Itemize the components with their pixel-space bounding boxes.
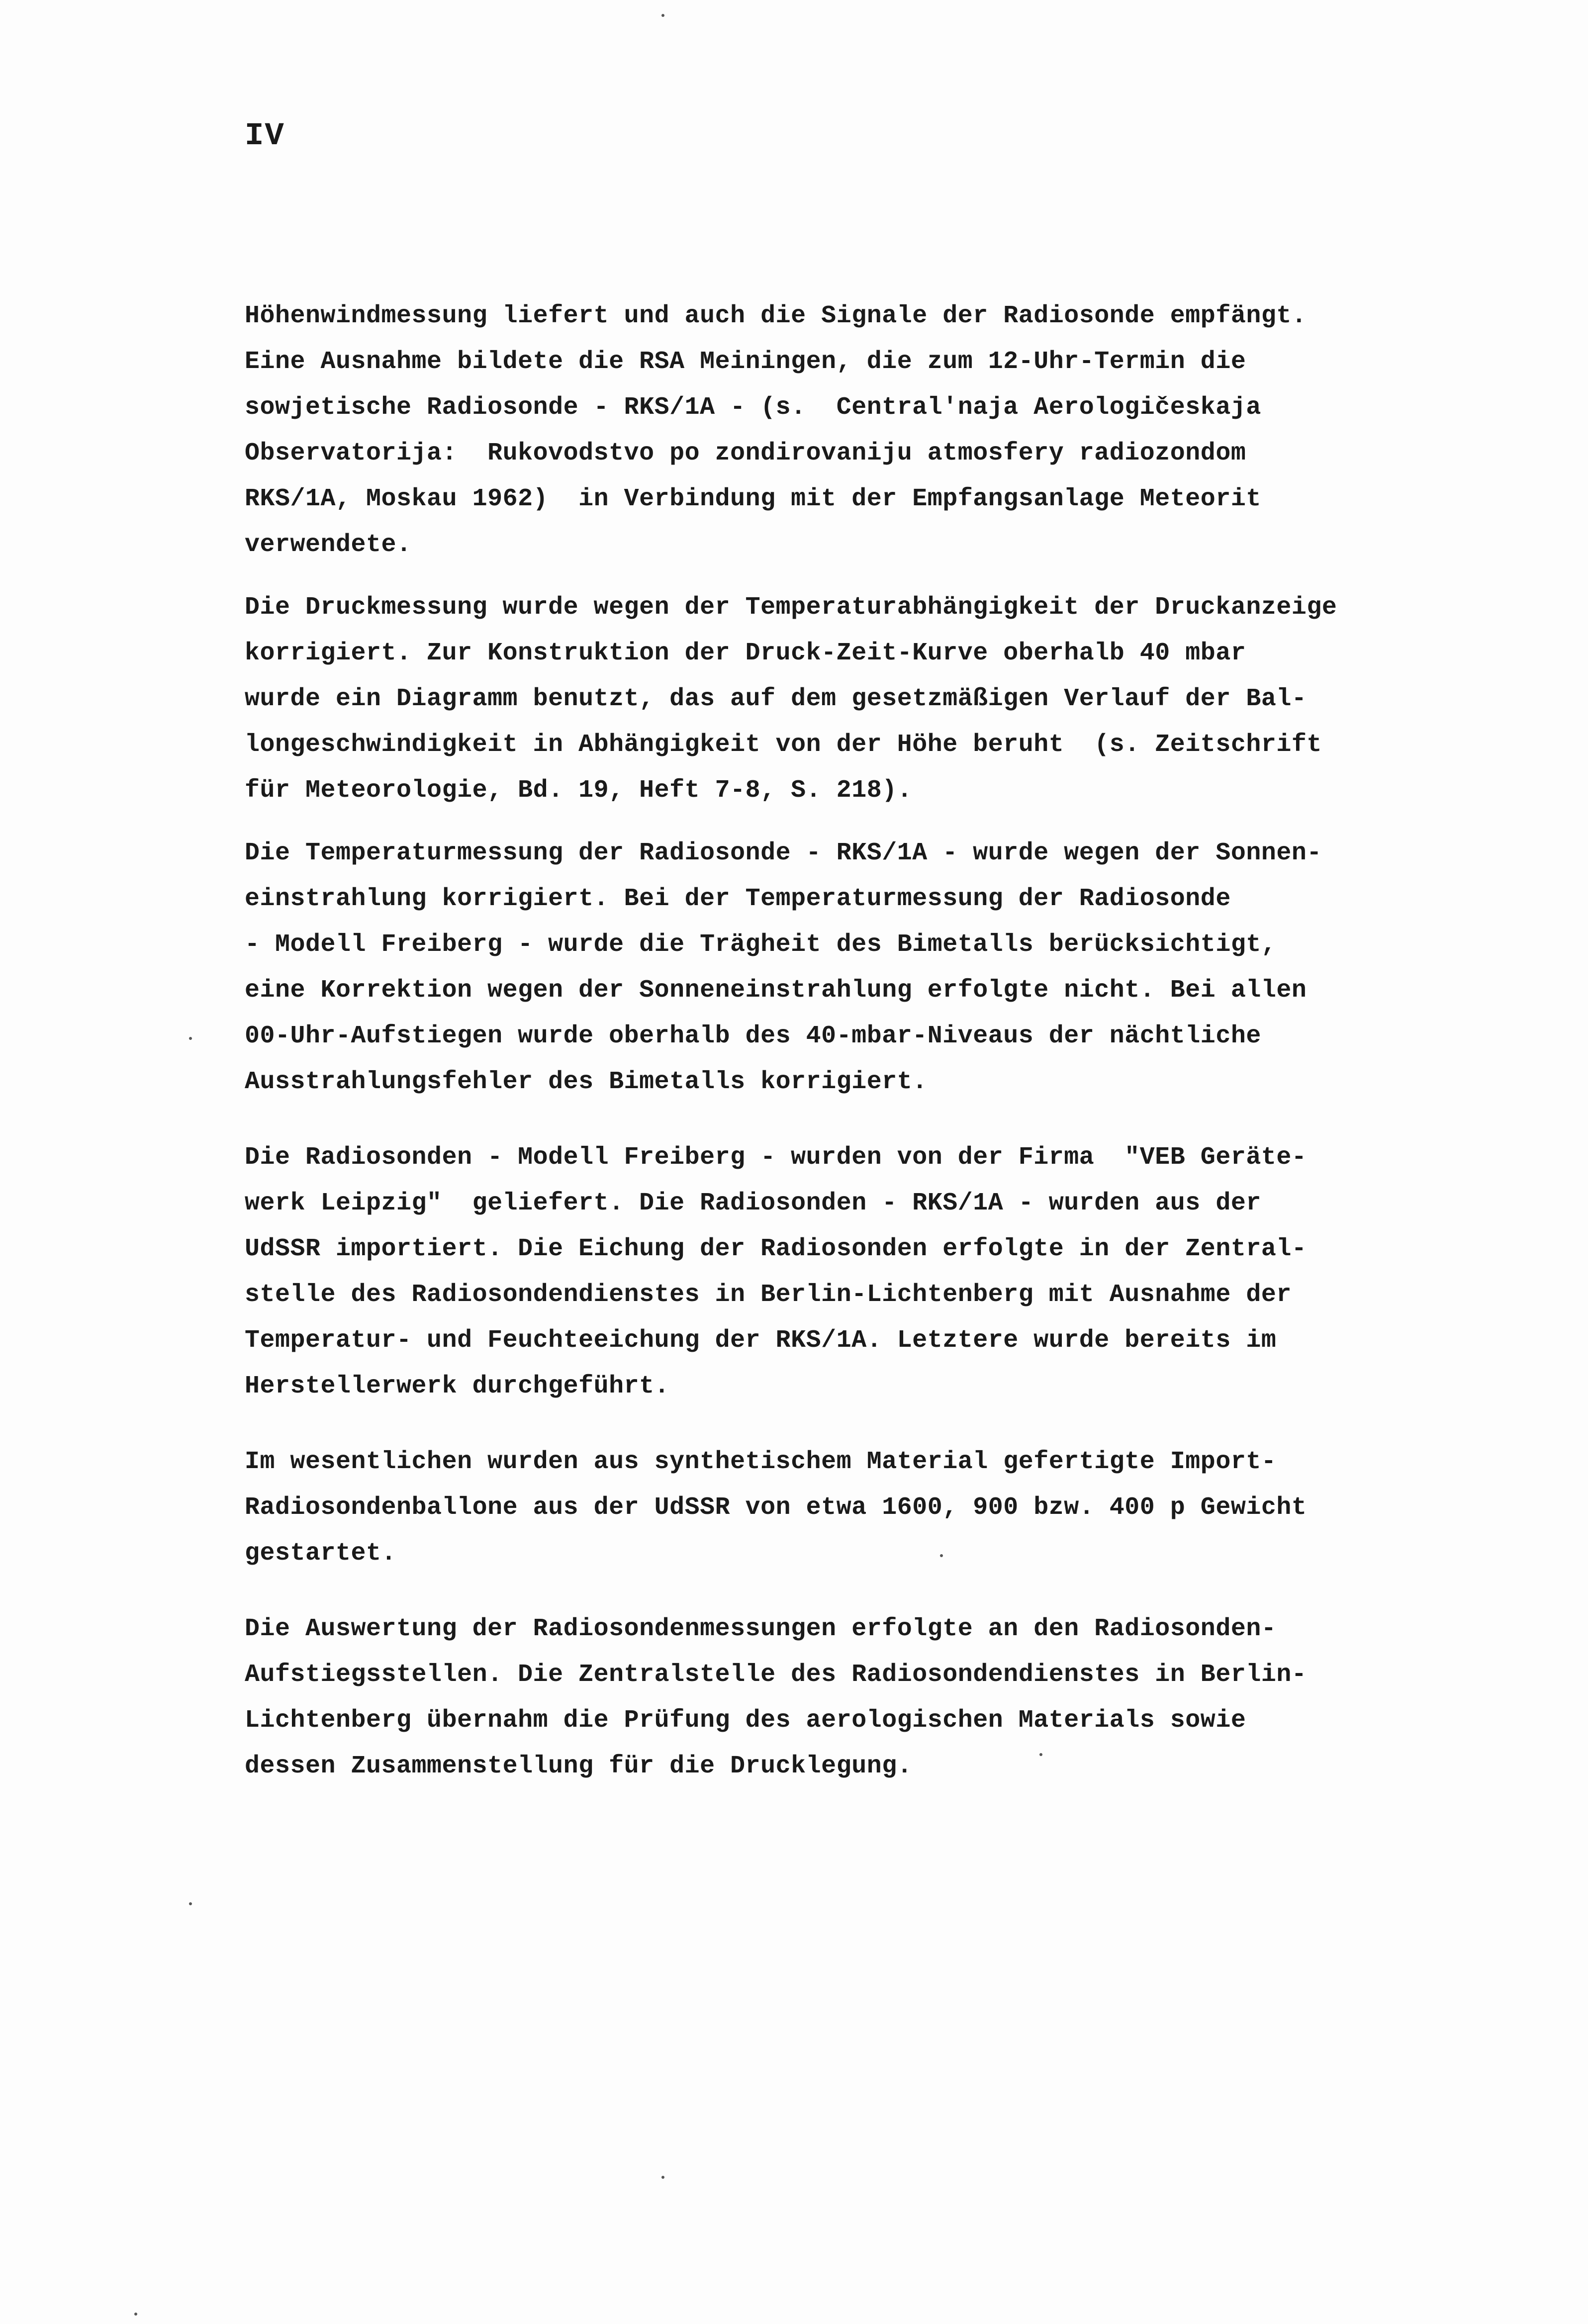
text-line: werk Leipzig" geliefert. Die Radiosonden - RKS/1A - wurden aus der — [245, 1189, 1261, 1217]
scan-speck — [134, 2313, 137, 2316]
text-line: dessen Zusammenstellung für die Drucklegung. — [245, 1752, 913, 1780]
text-line: Die Temperaturmessung der Radiosonde - RKS/1A - wurde wegen der Sonnen- — [245, 839, 1322, 867]
text-line: Radiosondenballone aus der UdSSR von etwa 1600, 900 bzw. 400 p Gewicht — [245, 1493, 1307, 1522]
text-line: gestartet. — [245, 1539, 397, 1568]
paragraph-temperaturmessung — [245, 831, 1339, 1105]
scan-speck — [940, 1554, 943, 1557]
text-line: eine Korrektion wegen der Sonneneinstrahlung erfolgte nicht. Bei allen — [245, 976, 1307, 1005]
text-line: wurde ein Diagramm benutzt, das auf dem gesetzmäßigen Verlauf der Bal- — [245, 685, 1307, 713]
text-line: Lichtenberg übernahm die Prüfung des aerologischen Materials sowie — [245, 1706, 1246, 1735]
text-line: verwendete. — [245, 531, 412, 559]
page-number: IV — [245, 118, 285, 154]
text-line: RKS/1A, Moskau 1962) in Verbindung mit der Empfangsanlage Meteorit — [245, 485, 1261, 513]
text-line: Temperatur- und Feuchteeichung der RKS/1A. Letztere wurde bereits im — [245, 1326, 1277, 1355]
text-line: sowjetische Radiosonde - RKS/1A - (s. Central'naja Aerologičeskaja — [245, 393, 1261, 422]
paragraph-gap — [245, 568, 1339, 585]
text-line: 00-Uhr-Aufstiegen wurde oberhalb des 40-mbar-Niveaus der nächtliche — [245, 1022, 1261, 1050]
paragraph-auswertung — [245, 1606, 1339, 1789]
text-line: Eine Ausnahme bildete die RSA Meiningen, die zum 12-Uhr-Termin die — [245, 348, 1246, 376]
paragraph-gap — [245, 814, 1339, 831]
text-line: UdSSR importiert. Die Eichung der Radiosonden erfolgte in der Zentral- — [245, 1235, 1307, 1263]
text-line: longeschwindigkeit in Abhängigkeit von der Höhe beruht (s. Zeitschrift — [245, 731, 1322, 759]
text-line: Ausstrahlungsfehler des Bimetalls korrigiert. — [245, 1068, 928, 1096]
text-line: Im wesentlichen wurden aus synthetischem Material gefertigte Import- — [245, 1448, 1277, 1476]
paragraph-druckmessung — [245, 585, 1339, 814]
text-line: für Meteorologie, Bd. 19, Heft 7-8, S. 218). — [245, 776, 913, 805]
text-line: Aufstiegsstellen. Die Zentralstelle des Radiosondendienstes in Berlin- — [245, 1661, 1307, 1689]
body-text — [245, 293, 1339, 1789]
text-line: korrigiert. Zur Konstruktion der Druck-Zeit-Kurve oberhalb 40 mbar — [245, 639, 1246, 667]
text-line: Die Auswertung der Radiosondenmessungen erfolgte an den Radiosonden- — [245, 1615, 1277, 1643]
text-line: stelle des Radiosondendienstes in Berlin-Lichtenberg mit Ausnahme der — [245, 1281, 1292, 1309]
scan-speck — [1039, 1753, 1042, 1756]
text-line: einstrahlung korrigiert. Bei der Temperaturmessung der Radiosonde — [245, 885, 1231, 913]
text-line: Die Radiosonden - Modell Freiberg - wurden von der Firma "VEB Geräte- — [245, 1143, 1307, 1172]
scan-speck — [189, 1902, 192, 1905]
text-line: Herstellerwerk durchgeführt. — [245, 1372, 670, 1400]
paragraph-gap — [245, 1409, 1339, 1439]
scan-speck — [661, 14, 664, 17]
text-line: Höhenwindmessung liefert und auch die Signale der Radiosonde empfängt. — [245, 302, 1307, 330]
paragraph-radiosonden — [245, 1135, 1339, 1409]
text-line: Observatorija: Rukovodstvo po zondirovaniju atmosfery radiozondom — [245, 439, 1246, 467]
paragraph-gap — [245, 1577, 1339, 1606]
text-line: - Modell Freiberg - wurde die Trägheit des Bimetalls berücksichtigt, — [245, 930, 1277, 959]
paragraph-hoehenwind — [245, 293, 1339, 568]
paragraph-gap — [245, 1105, 1339, 1135]
paragraph-ballone — [245, 1439, 1339, 1577]
scan-speck — [661, 2176, 664, 2179]
text-line: Die Druckmessung wurde wegen der Temperaturabhängigkeit der Druckanzeige — [245, 593, 1337, 622]
scan-speck — [189, 1037, 192, 1040]
